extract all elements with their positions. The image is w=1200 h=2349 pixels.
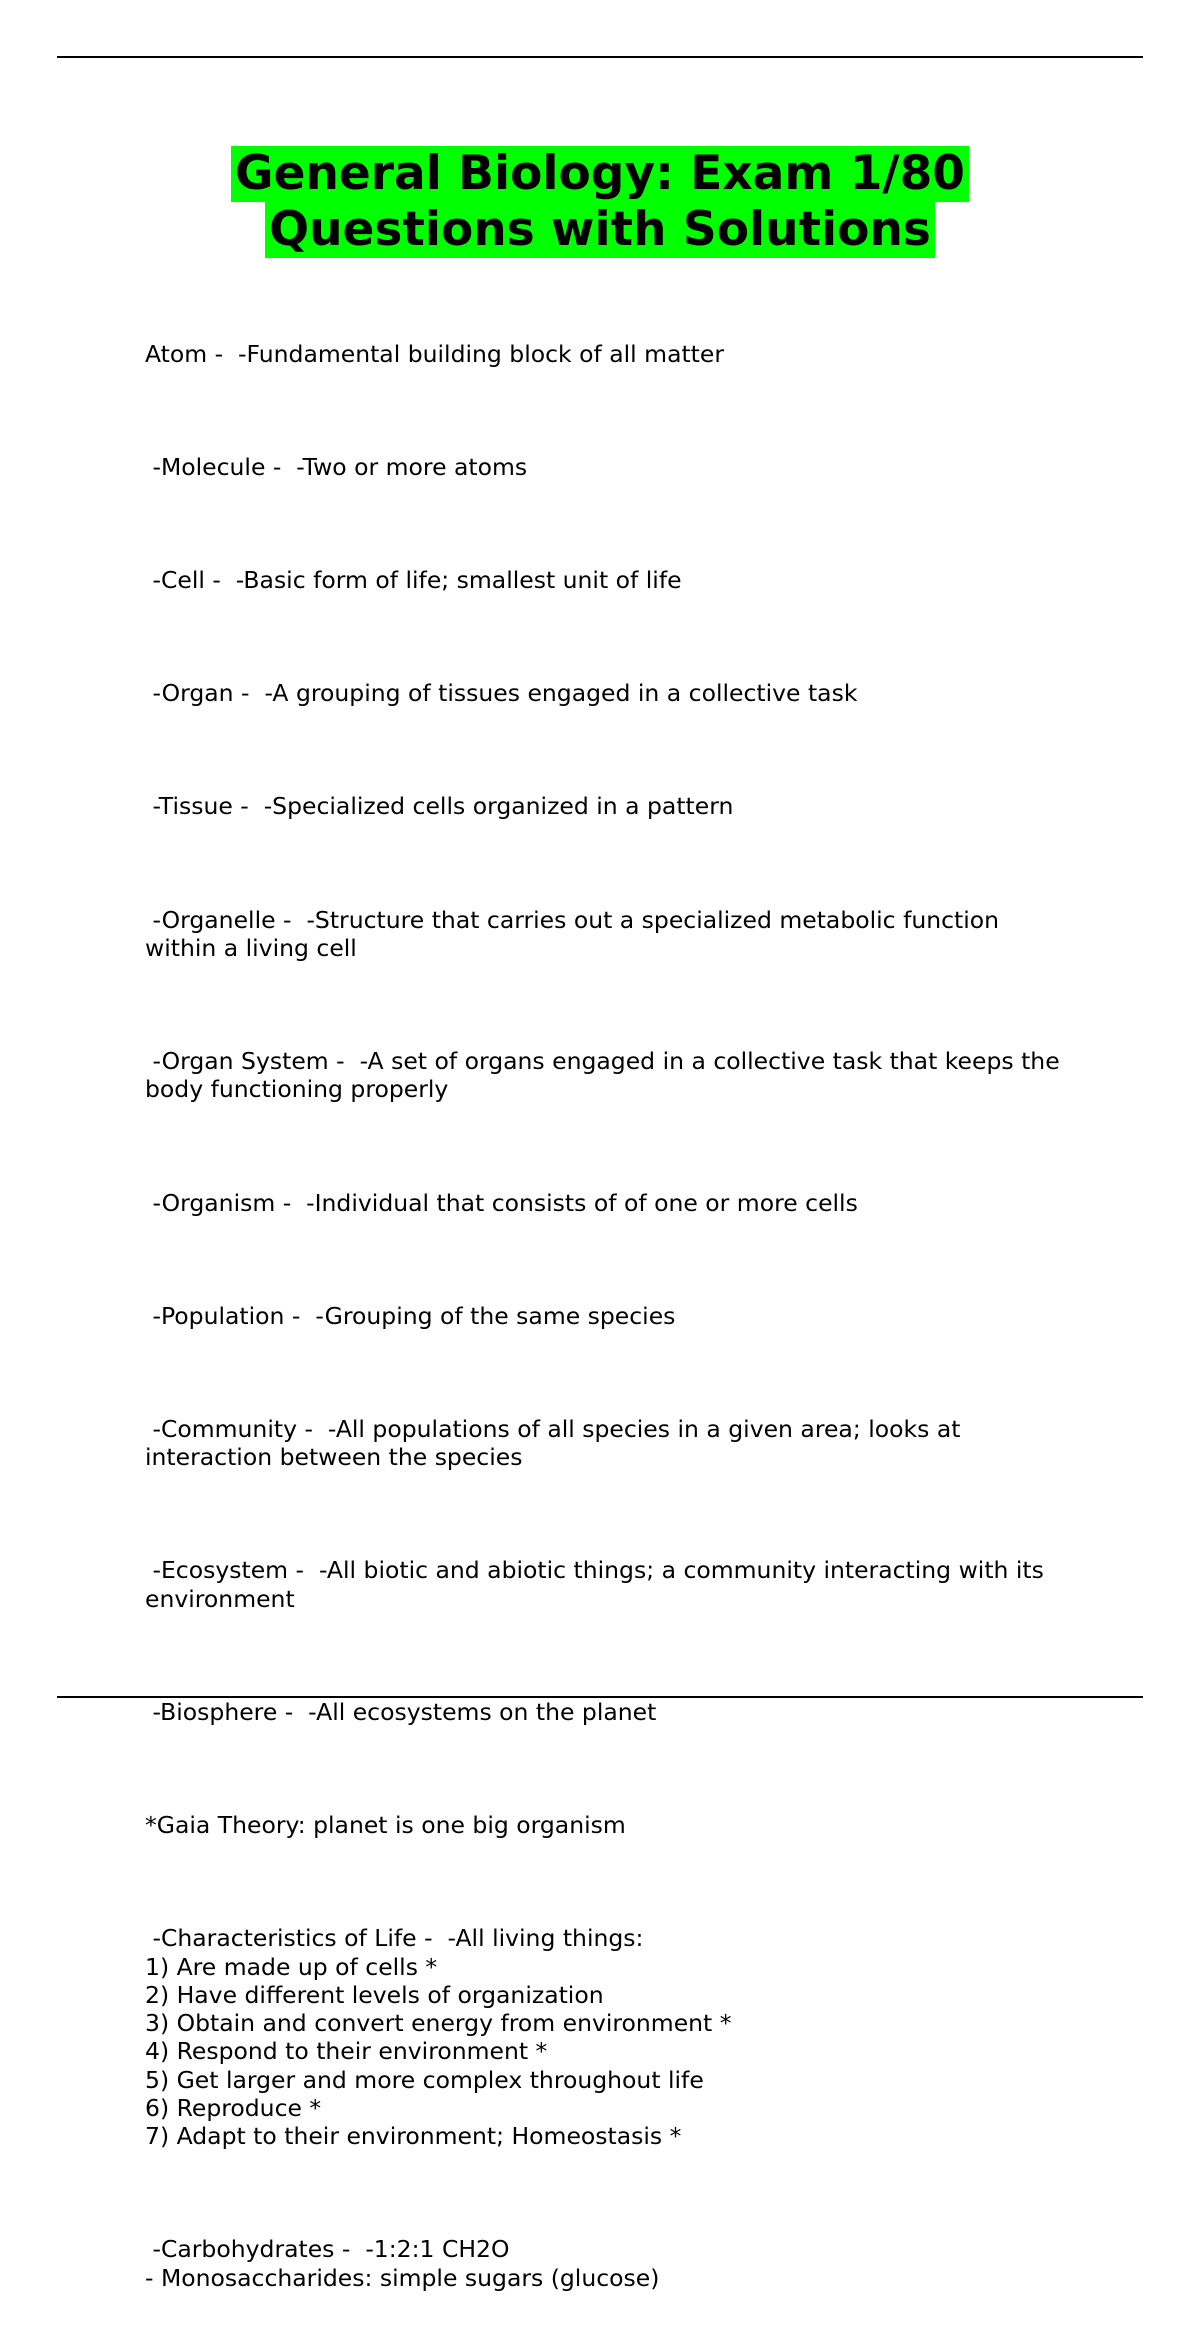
- entry-organ: -Organ - -A grouping of tissues engaged in a collective task: [145, 679, 858, 708]
- entry-characteristics-of-life: -Characteristics of Life - -All living things: 1) Are made up of cells * 2) Have different levels of organization 3) Obtain and convert energy from environment * 4) Respond to their environment * 5) Get larger and more complex throughout life 6) Reproduce * 7) Adapt to their environment; Homeostasis *: [145, 1924, 732, 2151]
- entry-organism: -Organism - -Individual that consists of of one or more cells: [145, 1188, 858, 1217]
- document-body: [145, 283, 1095, 2349]
- entry-biosphere: -Biosphere - -All ecosystems on the planet: [145, 1697, 657, 1726]
- entry-tissue: -Tissue - -Specialized cells organized in a pattern: [145, 792, 734, 821]
- entry-organ-system: -Organ System - -A set of organs engaged in a collective task that keeps the body functioning properly: [145, 1047, 1060, 1104]
- entry-ecosystem: -Ecosystem - -All biotic and abiotic things; a community interacting with its environment: [145, 1556, 1044, 1613]
- header-rule: [57, 56, 1143, 58]
- document-title: [0, 146, 1200, 258]
- entry-cell: -Cell - -Basic form of life; smallest unit of life: [145, 565, 682, 594]
- title-line-1: General Biology: Exam 1/80: [231, 146, 969, 202]
- entry-community: -Community - -All populations of all species in a given area; looks at interaction between the species: [145, 1414, 961, 1472]
- entry-gaia-theory: *Gaia Theory: planet is one big organism: [145, 1811, 626, 1840]
- entry-organelle: -Organelle - -Structure that carries out a specialized metabolic function within a living cell: [145, 905, 1000, 962]
- entry-carbohydrates: -Carbohydrates - -1:2:1 CH2O - Monosaccharides: simple sugars (glucose): [145, 2235, 660, 2292]
- title-line-2: Questions with Solutions: [265, 202, 935, 258]
- entry-molecule: -Molecule - -Two or more atoms: [145, 452, 528, 481]
- entry-atom: Atom - -Fundamental building block of all matter: [145, 339, 725, 368]
- entry-population: -Population - -Grouping of the same species: [145, 1301, 676, 1330]
- footer-rule: [57, 1696, 1143, 1698]
